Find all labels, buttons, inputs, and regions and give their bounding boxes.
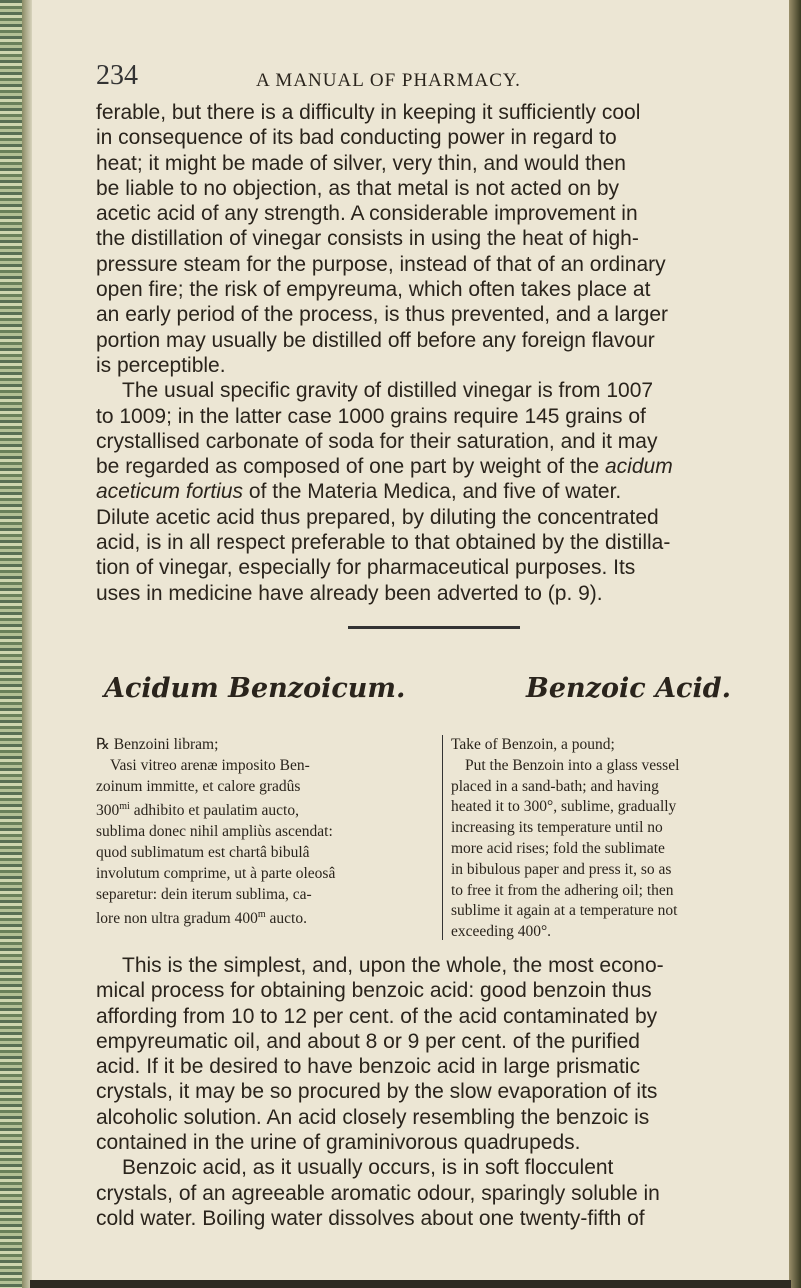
text-line: Dilute acetic acid thus prepared, by diluting the concentrated xyxy=(96,505,659,529)
text-line: This is the simplest, and, upon the whole, the most econo- xyxy=(122,953,664,977)
recipe-line: exceeding 400°. xyxy=(451,923,552,941)
recipe-span: aucto. xyxy=(265,910,307,928)
recipe-line: more acid rises; fold the sublimate xyxy=(451,839,665,857)
section-titles xyxy=(96,673,772,713)
text-line: to 1009; in the latter case 1000 grains require 145 grains of xyxy=(96,404,646,428)
latin-title: Acidum Benzoicum. xyxy=(104,672,406,704)
recipe-line: separetur: dein iterum sublima, ca- xyxy=(96,885,312,903)
recipe-line: Take of Benzoin, a pound; xyxy=(451,735,615,753)
page-header xyxy=(96,60,772,100)
recipe-line: Vasi vitreo arenæ imposito Ben- xyxy=(110,756,310,774)
book-page xyxy=(96,60,772,1231)
latin-term: aceticum fortius xyxy=(96,480,244,504)
text-line: pressure steam for the purpose, instead of that of an ordinary xyxy=(96,252,666,276)
text-line: affording from 10 to 12 per cent. of the acid contaminated by xyxy=(96,1004,658,1028)
text-line: heat; it might be made of silver, very thin, and would then xyxy=(96,151,626,175)
recipe-columns xyxy=(96,735,772,945)
text-line: Benzoic acid, as it usually occurs, is in soft flocculent xyxy=(122,1156,614,1180)
text-line: tion of vinegar, especially for pharmaceutical purposes. Its xyxy=(96,556,636,580)
text-line: The usual specific gravity of distilled vinegar is from 1007 xyxy=(122,379,654,403)
text-line: crystallised carbonate of soda for their saturation, and it may xyxy=(96,429,658,453)
text-line: in consequence of its bad conducting power in regard to xyxy=(96,126,617,150)
text-line: an early period of the process, is thus prevented, and a larger xyxy=(96,303,669,327)
latin-recipe xyxy=(96,735,434,930)
english-recipe xyxy=(442,735,773,940)
text-line: is perceptible. xyxy=(96,353,226,377)
recipe-line: Put the Benzoin into a glass vessel xyxy=(465,756,680,774)
binding-shadow xyxy=(22,0,32,1288)
text-line: mical process for obtaining benzoic acid: good benzoin thus xyxy=(96,979,652,1003)
recipe-line: zoinum immitte, et calore gradûs xyxy=(96,777,301,795)
text-line xyxy=(96,479,772,504)
text-line: contained in the urine of graminivorous quadrupeds. xyxy=(96,1131,581,1155)
recipe-line xyxy=(96,905,434,930)
text-line: be liable to no objection, as that metal is not acted on by xyxy=(96,176,620,200)
text-line xyxy=(96,454,772,479)
book-binding xyxy=(0,0,22,1288)
text-span: of the Materia Medica, and five of water. xyxy=(243,480,622,504)
page-right-edge xyxy=(789,0,801,1288)
text-line: alcoholic solution. An acid closely resembling the benzoic is xyxy=(96,1105,650,1129)
text-line: cold water. Boiling water dissolves about one twenty-fifth of xyxy=(96,1206,645,1230)
recipe-line: in bibulous paper and press it, so as xyxy=(451,860,672,878)
text-line: portion may usually be distilled off before any foreign flavour xyxy=(96,328,655,352)
recipe-line: to free it from the adhering oil; then xyxy=(451,881,674,899)
recipe-line: sublima donec nihil ampliùs ascendat: xyxy=(96,823,333,841)
text-line: acid, is in all respect preferable to that obtained by the distilla- xyxy=(96,531,671,555)
latin-term: acidum xyxy=(605,455,673,479)
paragraph-distillation xyxy=(96,100,772,378)
recipe-line: heated it to 300°, sublime, gradually xyxy=(451,798,677,816)
text-line: ferable, but there is a difficulty in keeping it sufficiently cool xyxy=(96,101,641,124)
text-line: acetic acid of any strength. A considerable improvement in xyxy=(96,202,638,226)
text-line: the distillation of vinegar consists in using the heat of high- xyxy=(96,227,639,251)
running-title: A MANUAL OF PHARMACY. xyxy=(256,70,521,91)
text-line: acid. If it be desired to have benzoic acid in large prismatic xyxy=(96,1055,640,1079)
recipe-line: sublime it again at a temperature not xyxy=(451,902,678,920)
section-divider xyxy=(348,626,520,629)
recipe-line xyxy=(96,797,434,822)
superscript: m xyxy=(257,909,266,921)
recipe-line: increasing its temperature until no xyxy=(451,819,663,837)
text-span: be regarded as composed of one part by weight of the xyxy=(96,455,605,479)
text-line: empyreumatic oil, and about 8 or 9 per cent. of the purified xyxy=(96,1029,640,1053)
text-line: uses in medicine have already been adverted to (p. 9). xyxy=(96,581,603,605)
recipe-line: quod sublimatum est chartâ bibulâ xyxy=(96,843,310,861)
english-title: Benzoic Acid. xyxy=(526,672,731,704)
recipe-span: adhibito et paulatim aucto, xyxy=(129,802,299,820)
recipe-line: involutum comprime, ut à parte oleosâ xyxy=(96,864,336,882)
text-line: open fire; the risk of empyreuma, which often takes place at xyxy=(96,278,651,302)
text-line: crystals, it may be so procured by the slow evaporation of its xyxy=(96,1080,658,1104)
recipe-span: lore non ultra gradum 400 xyxy=(96,910,258,928)
recipe-line: placed in a sand-bath; and having xyxy=(451,777,659,795)
page-number: 234 xyxy=(96,60,138,91)
paragraph-specific-gravity xyxy=(96,378,772,606)
recipe-line: ℞ Benzoini libram; xyxy=(96,735,219,753)
page-bottom-edge xyxy=(30,1280,791,1288)
recipe-span: 300 xyxy=(96,802,120,820)
superscript: mi xyxy=(119,801,130,813)
text-line: crystals, of an agreeable aromatic odour, sparingly soluble in xyxy=(96,1181,660,1205)
paragraph-benzoic-process xyxy=(96,953,772,1231)
